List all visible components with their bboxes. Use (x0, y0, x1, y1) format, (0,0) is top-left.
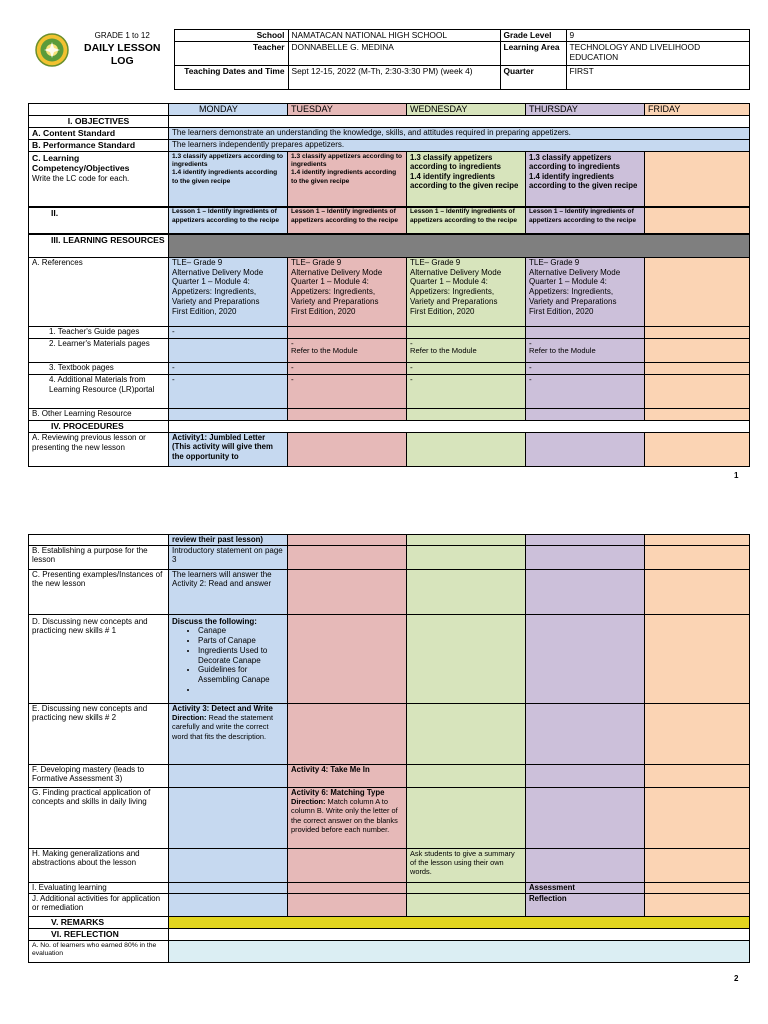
learning-area-value: TECHNOLOGY AND LIVELIHOOD EDUCATION (566, 42, 749, 66)
proc-a-cont-friday (645, 535, 750, 546)
proc-g-friday (645, 787, 750, 848)
ref-line: Quarter 1 – Module 4: (529, 277, 607, 287)
day-header-thursday: THURSDAY (526, 104, 645, 116)
reflection-a-value (169, 940, 750, 962)
proc-a-wednesday (407, 432, 526, 466)
comp-item: 1.4 identify ingredients according to the given recipe (172, 169, 278, 185)
performance-standard-label: B. Performance Standard (29, 139, 169, 151)
content-thursday: Lesson 1 – Identify ingredients of appetizers according to the recipe (526, 207, 645, 234)
ref-line: TLE– Grade 9 (291, 257, 342, 267)
other-thursday (526, 408, 645, 420)
proc-i-friday (645, 882, 750, 893)
ref-line: Quarter 1 – Module 4: (172, 277, 250, 287)
proc-i-tuesday (288, 882, 407, 893)
resources-heading: III. LEARNING RESOURCES (29, 234, 169, 257)
grade-level-value: 9 (566, 30, 749, 42)
teacher-label: Teacher (174, 42, 288, 66)
direction-label: Direction: (291, 797, 326, 806)
references-tuesday (288, 257, 407, 326)
school-value: NAMATACAN NATIONAL HIGH SCHOOL (288, 30, 500, 42)
am-monday: - (169, 374, 288, 408)
proc-i-wednesday (407, 882, 526, 893)
resources-blank (169, 234, 750, 257)
am-thursday: - (526, 374, 645, 408)
grades-label: GRADE 1 to 12 (94, 30, 150, 40)
comp-item: 1.3 classify appetizers according to ingredients (172, 152, 284, 169)
am-wednesday: - (407, 374, 526, 408)
content-friday (645, 207, 750, 234)
lm-thursday (526, 338, 645, 362)
ref-line: Alternative Delivery Mode (172, 267, 264, 277)
tg-thursday (526, 326, 645, 338)
ref-line: Appetizers: Ingredients, (410, 287, 495, 297)
proc-b-friday (645, 545, 750, 569)
proc-b-thursday (526, 545, 645, 569)
ref-line: First Edition, 2020 (291, 306, 356, 316)
lm-tuesday (288, 338, 407, 362)
other-wednesday (407, 408, 526, 420)
proc-h-monday (169, 848, 288, 882)
proc-g-wednesday (407, 787, 526, 848)
proc-j-label: J. Additional activities for application or remediation (29, 893, 169, 916)
discuss-title: Discuss the following: (172, 616, 257, 626)
proc-g-monday (169, 787, 288, 848)
ref-line: Appetizers: Ingredients, (172, 287, 257, 297)
proc-f-monday (169, 764, 288, 787)
ref-line: Quarter 1 – Module 4: (291, 277, 369, 287)
day-header-monday: MONDAY (169, 104, 288, 116)
remarks-value (169, 916, 750, 928)
refer-text: Refer to the Module (410, 345, 477, 355)
proc-g-label: G. Finding practical application of concepts and skills in daily living (29, 787, 169, 848)
ref-line: TLE– Grade 9 (410, 257, 461, 267)
dll-title: DAILY LESSON (84, 42, 161, 55)
proc-e-wednesday (407, 703, 526, 764)
proc-h-thursday (526, 848, 645, 882)
quarter-label: Quarter (500, 66, 566, 90)
proc-e-thursday (526, 703, 645, 764)
proc-h-label: H. Making generalizations and abstractions about the lesson (29, 848, 169, 882)
list-item: • Guidelines for Assembling Canape (198, 665, 284, 685)
dates-value: Sept 12-15, 2022 (M-Th, 2:30-3:30 PM) (week 4) (288, 66, 500, 90)
proc-h-friday (645, 848, 750, 882)
proc-a-tuesday (288, 432, 407, 466)
reflection-blank (169, 928, 750, 940)
tg-monday: - (169, 326, 288, 338)
lm-label: 2. Learner's Materials pages (29, 338, 169, 362)
proc-d-thursday (526, 614, 645, 703)
tb-thursday: - (526, 362, 645, 374)
ref-line: First Edition, 2020 (529, 306, 594, 316)
page-number-2: 2 (734, 974, 739, 983)
list-item-empty (198, 685, 284, 695)
proc-d-tuesday (288, 614, 407, 703)
proc-a-cont-wednesday (407, 535, 526, 546)
ref-line: TLE– Grade 9 (172, 257, 223, 267)
proc-g-tuesday (288, 787, 407, 848)
list-item: • Canape (198, 626, 284, 636)
proc-j-monday (169, 893, 288, 916)
dates-label: Teaching Dates and Time (174, 66, 288, 90)
ref-line: Appetizers: Ingredients, (291, 287, 376, 297)
ref-line: Appetizers: Ingredients, (529, 287, 614, 297)
performance-standard-value: The learners independently prepares appetizers. (169, 139, 750, 151)
competency-label-cell (29, 151, 169, 207)
refer-text: Refer to the Module (529, 345, 596, 355)
proc-d-wednesday (407, 614, 526, 703)
reflection-heading: VI. REFLECTION (29, 928, 169, 940)
proc-a-cont-tuesday (288, 535, 407, 546)
comp-item: 1.3 classify appetizers according to ingredients (410, 152, 501, 172)
quarter-value: FIRST (566, 66, 749, 90)
day-header-friday: FRIDAY (645, 104, 750, 116)
content-standard-value: The learners demonstrate an understanding the knowledge, skills, and attitudes required in preparing appetizers. (169, 127, 750, 139)
proc-c-wednesday (407, 569, 526, 614)
page-number-1: 1 (734, 471, 739, 480)
comp-item: 1.4 identify ingredients according to the given recipe (291, 169, 397, 185)
competency-friday (645, 151, 750, 207)
proc-j-thursday: Reflection (526, 893, 645, 916)
am-friday (645, 374, 750, 408)
other-resource-label: B. Other Learning Resource (29, 408, 169, 420)
grade-level-label: Grade Level (500, 30, 566, 42)
tg-wednesday (407, 326, 526, 338)
proc-f-label: F. Developing mastery (leads to Formative Assessment 3) (29, 764, 169, 787)
content-tuesday: Lesson 1 – Identify ingredients of appetizers according to the recipe (288, 207, 407, 234)
remarks-heading: V. REMARKS (29, 916, 169, 928)
discuss-list (172, 626, 284, 694)
references-friday (645, 257, 750, 326)
procedures-blank (169, 420, 750, 432)
list-item: • Ingredients Used to Decorate Canape (198, 646, 284, 666)
refer-text: Refer to the Module (291, 345, 358, 355)
proc-b-tuesday (288, 545, 407, 569)
ref-line: Quarter 1 – Module 4: (410, 277, 488, 287)
references-thursday (526, 257, 645, 326)
proc-d-friday (645, 614, 750, 703)
tb-friday (645, 362, 750, 374)
proc-j-tuesday (288, 893, 407, 916)
proc-c-thursday (526, 569, 645, 614)
proc-g-thursday (526, 787, 645, 848)
direction-text: Read the statement carefully and write the correct word that fits the description. (172, 713, 274, 741)
proc-c-friday (645, 569, 750, 614)
ref-line: TLE– Grade 9 (529, 257, 580, 267)
activity6-title: Activity 6: Matching Type (291, 787, 385, 797)
tg-label: 1. Teacher's Guide pages (29, 326, 169, 338)
proc-a-monday: Activity1: Jumbled Letter (This activity will give them the opportunity to (169, 432, 288, 466)
proc-c-tuesday (288, 569, 407, 614)
lm-wednesday (407, 338, 526, 362)
proc-i-thursday: Assessment (526, 882, 645, 893)
proc-f-wednesday (407, 764, 526, 787)
dll-title-2: LOG (110, 55, 134, 68)
ref-line: First Edition, 2020 (172, 306, 237, 316)
ref-line: Alternative Delivery Mode (291, 267, 383, 277)
other-tuesday (288, 408, 407, 420)
proc-f-tuesday: Activity 4: Take Me In (288, 764, 407, 787)
lm-friday (645, 338, 750, 362)
proc-a-label: A. Reviewing previous lesson or presenting the new lesson (29, 432, 169, 466)
proc-b-wednesday (407, 545, 526, 569)
ref-line: Variety and Preparations (529, 296, 617, 306)
proc-c-monday: The learners will answer the Activity 2: Read and answer (169, 569, 288, 614)
proc-h-tuesday (288, 848, 407, 882)
learning-area-label: Learning Area (500, 42, 566, 66)
proc-a-friday (645, 432, 750, 466)
ref-line: First Edition, 2020 (410, 306, 475, 316)
comp-item: 1.4 identify ingredients according to the given recipe (410, 171, 519, 191)
content-standard-label: A. Content Standard (29, 127, 169, 139)
proc-d-label: D. Discussing new concepts and practicing new skills # 1 (29, 614, 169, 703)
competency-wednesday (407, 151, 526, 207)
day-header-blank (29, 104, 169, 116)
dash-text: - (410, 338, 413, 348)
tb-label: 3. Textbook pages (29, 362, 169, 374)
objectives-blank (169, 115, 750, 127)
competency-tuesday (288, 151, 407, 207)
competency-note: Write the LC code for each. (32, 173, 130, 183)
direction-label: Direction: (172, 713, 207, 722)
activity3-text (172, 713, 284, 741)
direction-text: Match column A to column B. Write only the letter of the correct answer on the blanks provided before each number. (291, 797, 398, 834)
school-label: School (174, 30, 288, 42)
references-label: A. References (29, 257, 169, 326)
competency-thursday (526, 151, 645, 207)
list-item: • Parts of Canape (198, 636, 284, 646)
dll-table-page-2 (28, 534, 750, 963)
ref-line: Variety and Preparations (172, 296, 260, 306)
content-monday: Lesson 1 – Identify ingredients of appetizers according to the recipe (169, 207, 288, 234)
tg-friday (645, 326, 750, 338)
proc-d-monday (169, 614, 288, 703)
proc-b-monday: Introductory statement on page 3 (169, 545, 288, 569)
activity3-title: Activity 3: Detect and Write (172, 703, 273, 713)
references-wednesday (407, 257, 526, 326)
day-header-tuesday: TUESDAY (288, 104, 407, 116)
proc-a-thursday (526, 432, 645, 466)
activity6-text (291, 797, 403, 834)
dash-text: - (529, 338, 532, 348)
lm-monday (169, 338, 288, 362)
proc-e-monday (169, 703, 288, 764)
tb-wednesday: - (407, 362, 526, 374)
proc-a-cont-thursday (526, 535, 645, 546)
other-monday (169, 408, 288, 420)
tb-tuesday: - (288, 362, 407, 374)
dll-table-page-1 (28, 103, 750, 467)
content-heading: II. (29, 207, 169, 234)
ref-line: Alternative Delivery Mode (529, 267, 621, 277)
proc-b-label: B. Establishing a purpose for the lesson (29, 545, 169, 569)
proc-f-friday (645, 764, 750, 787)
proc-e-label: E. Discussing new concepts and practicing new skills # 2 (29, 703, 169, 764)
proc-e-tuesday (288, 703, 407, 764)
comp-item: 1.4 identify ingredients according to the given recipe (529, 171, 638, 191)
ref-line: Variety and Preparations (291, 296, 379, 306)
proc-e-friday (645, 703, 750, 764)
day-header-wednesday: WEDNESDAY (407, 104, 526, 116)
reflection-a-label: A. No. of learners who earned 80% in the evaluation (29, 940, 169, 962)
comp-item: 1.3 classify appetizers according to ingredients (529, 152, 620, 172)
proc-i-label: I. Evaluating learning (29, 882, 169, 893)
ref-line: Alternative Delivery Mode (410, 267, 502, 277)
proc-a-monday-cont: review their past lesson) (169, 535, 288, 546)
teacher-value: DONNABELLE G. MEDINA (288, 42, 500, 66)
other-friday (645, 408, 750, 420)
comp-item: 1.3 classify appetizers according to ingredients (291, 152, 403, 169)
proc-a-cont-label (29, 535, 169, 546)
tg-tuesday (288, 326, 407, 338)
proc-c-label: C. Presenting examples/Instances of the new lesson (29, 569, 169, 614)
proc-f-thursday (526, 764, 645, 787)
content-wednesday: Lesson 1 – Identify ingredients of appetizers according to the recipe (407, 207, 526, 234)
header-table (28, 29, 750, 90)
competency-label: C. Learning Competency/Objectives (32, 152, 130, 174)
proc-j-friday (645, 893, 750, 916)
competency-monday (169, 151, 288, 207)
dash-text: - (291, 338, 294, 348)
am-label: 4. Additional Materials from Learning Resource (LR)portal (29, 374, 169, 408)
proc-i-monday (169, 882, 288, 893)
am-tuesday: - (288, 374, 407, 408)
proc-h-wednesday: Ask students to give a summary of the lesson using their own words. (407, 848, 526, 882)
ref-line: Variety and Preparations (410, 296, 498, 306)
objectives-heading: I. OBJECTIVES (29, 115, 169, 127)
procedures-heading: IV. PROCEDURES (29, 420, 169, 432)
proc-j-wednesday (407, 893, 526, 916)
references-monday (169, 257, 288, 326)
tb-monday: - (169, 362, 288, 374)
